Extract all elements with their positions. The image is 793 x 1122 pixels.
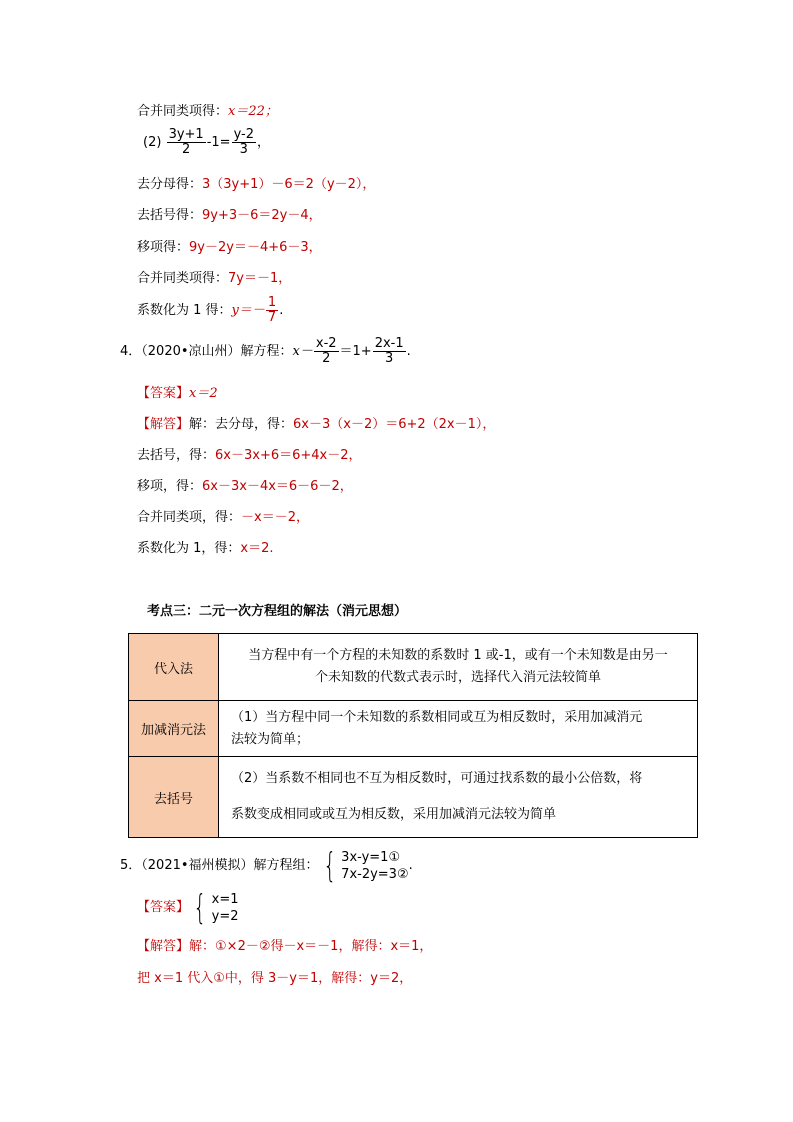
solution-5-line-1: 【解答】解：①×2－②得－x＝－1，解得：x＝1， xyxy=(137,939,433,954)
method-description: （1）当方程中同一个未知数的系数相同或互为相反数时，采用加减消元 法较为简单； xyxy=(219,701,698,757)
step-combine-like-terms-1: 合并同类项得：x＝22； xyxy=(137,104,278,119)
solution-4-line-4: 合并同类项，得：－x＝－2， xyxy=(137,510,309,525)
solution-4-line-5: 系数化为 1，得：x＝2. xyxy=(137,541,274,556)
question-4: 4．（2020•凉山州）解方程：x－ $\frac{x-2}{2}$ ＝1+ $\frac{2x-1}{3}$ . xyxy=(120,336,411,366)
answer-5: 【答案】 { x=1 y=2 xyxy=(137,887,239,928)
step-coefficient-one: 系数化为 1 得：y＝－ $\frac{1}{7}$ . xyxy=(137,295,284,325)
method-name: 代入法 xyxy=(129,634,219,701)
solution-4-line-2: 去括号，得：6x－3x+6＝6+4x－2， xyxy=(137,448,362,463)
table-row xyxy=(129,757,698,838)
question-5: 5．（2021•福州模拟）解方程组： { 3x-y=1① 7x-2y=3② . xyxy=(120,845,413,886)
method-name: 加减消元法 xyxy=(129,701,219,757)
problem-2-equation: (2) $\frac{3y+1}{2}$ -1= $\frac{y-2}{3}$ ， xyxy=(143,127,271,157)
equation-system: { 3x-y=1① 7x-2y=3② xyxy=(322,845,409,886)
answer-4: 【答案】x＝2 xyxy=(137,386,218,401)
section-title: 考点三：二元一次方程组的解法（消元思想） xyxy=(147,604,408,619)
fraction: $\frac{3y+1}{2}$ xyxy=(168,127,204,157)
method-table xyxy=(128,633,698,838)
solution-4-line-3: 移项，得：6x－3x－4x＝6－6－2， xyxy=(137,479,353,494)
step-move-terms: 移项得：9y－2y＝－4+6－3， xyxy=(137,240,322,255)
step-remove-brackets: 去括号得：9y+3－6＝2y－4， xyxy=(137,208,322,223)
fraction: $\frac{x-2}{2}$ xyxy=(315,336,337,366)
method-description: （2）当系数不相同也不互为相反数时，可通过找系数的最小公倍数，将 系数变成相同或或互为相反数，采用加减消元法较为简单 xyxy=(219,757,698,838)
equation-system: { x=1 y=2 xyxy=(193,887,239,928)
solution-4-line-1: 【解答】解：去分母，得：6x－3（x－2）＝6+2（2x－1）， xyxy=(137,417,496,432)
table-row xyxy=(129,701,698,757)
step-remove-denominator: 去分母得：3（3y+1）－6＝2（y－2）， xyxy=(137,177,376,192)
fraction: $\frac{y-2}{3}$ xyxy=(233,127,254,157)
method-name: 去括号 xyxy=(129,757,219,838)
fraction: $\frac{1}{7}$ xyxy=(267,295,277,325)
method-description: 当方程中有一个方程的未知数的系数时 1 或-1，或有一个未知数是由另一 个未知数的代数式表示时，选择代入消元法较简单 xyxy=(219,634,698,701)
table-row xyxy=(129,634,698,701)
fraction: $\frac{2x-1}{3}$ xyxy=(374,336,404,366)
solution-5-line-2: 把 x＝1 代入①中，得 3－y＝1，解得：y＝2， xyxy=(137,971,413,986)
step-combine-like-terms-2: 合并同类项得：7y＝－1， xyxy=(137,271,292,286)
